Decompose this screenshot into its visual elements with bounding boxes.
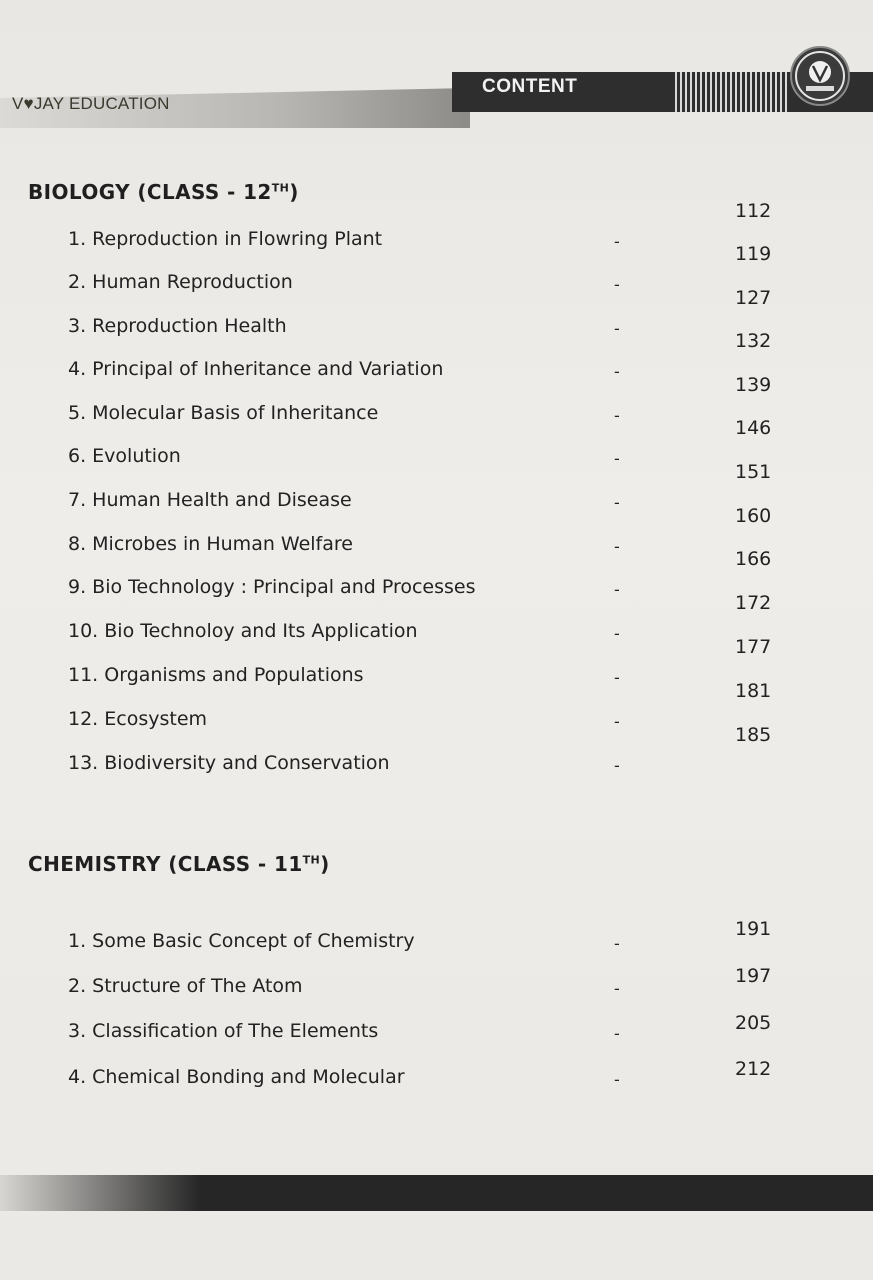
toc-entry-dash: - <box>614 756 620 775</box>
toc-entry-dash: - <box>614 406 620 425</box>
toc-entry-dash: - <box>614 275 620 294</box>
vijay-education-logo-icon <box>790 46 850 106</box>
toc-entry-dash: - <box>614 668 620 687</box>
toc-entry-label: 5. Molecular Basis of Inheritance <box>68 402 379 424</box>
page-title: CONTENT <box>482 76 578 97</box>
toc-entry-page: 112 <box>735 200 772 222</box>
toc-entry-label: 10. Bio Technoloy and Its Application <box>68 620 418 642</box>
toc-entry-label: 2. Human Reproduction <box>68 271 293 293</box>
toc-entry-label: 4. Chemical Bonding and Molecular <box>68 1066 405 1088</box>
toc-entry-page: 151 <box>735 461 772 483</box>
toc-entry <box>68 918 772 960</box>
toc-entry-dash: - <box>614 712 620 731</box>
toc-entry-dash: - <box>614 362 620 381</box>
toc-entry-label: 6. Evolution <box>68 445 181 467</box>
toc-entry <box>68 1058 772 1096</box>
toc-entry-page: 160 <box>735 505 772 527</box>
toc-entry-page: 139 <box>735 374 772 396</box>
toc-entry-label: 12. Ecosystem <box>68 708 208 730</box>
toc-entry <box>68 1012 772 1050</box>
toc-entry-page: 172 <box>735 592 772 614</box>
toc-entry-page: 119 <box>735 243 772 265</box>
toc-entry-page: 181 <box>735 680 772 702</box>
footer-bar <box>0 1175 873 1211</box>
toc-entry-dash: - <box>614 319 620 338</box>
biology-title-sup: TH <box>271 181 290 195</box>
toc-entry-label: 7. Human Health and Disease <box>68 489 352 511</box>
toc-entry-dash: - <box>614 624 620 643</box>
toc-entry-dash: - <box>614 979 620 998</box>
toc-entry-label: 4. Principal of Inheritance and Variation <box>68 358 444 380</box>
toc-entry-dash: - <box>614 1024 620 1043</box>
toc-entry-page: 185 <box>735 724 772 746</box>
toc-entry-page: 132 <box>735 330 772 352</box>
toc-entry-label: 3. Classification of The Elements <box>68 1020 379 1042</box>
toc-entry-dash: - <box>614 449 620 468</box>
toc-entry-dash: - <box>614 537 620 556</box>
brand-name: V♥JAY EDUCATION <box>12 94 170 113</box>
header-barcode-stripes <box>672 72 790 112</box>
toc-entry-page: 166 <box>735 548 772 570</box>
toc-entry-dash: - <box>614 934 620 953</box>
toc-entry-label: 13. Biodiversity and Conservation <box>68 752 390 774</box>
toc-entry-label: 11. Organisms and Populations <box>68 664 364 686</box>
toc-entry <box>68 965 772 1005</box>
toc-entry-page: 146 <box>735 417 772 439</box>
toc-entry-label: 9. Bio Technology : Principal and Processes <box>68 576 476 598</box>
toc-entry-label: 1. Reproduction in Flowring Plant <box>68 228 383 250</box>
toc-entry-dash: - <box>614 232 620 251</box>
toc-entry-page: 191 <box>735 918 772 940</box>
toc-entry-page: 212 <box>735 1058 772 1080</box>
toc-entry-dash: - <box>614 580 620 599</box>
toc-entry-label: 1. Some Basic Concept of Chemistry <box>68 930 415 952</box>
chemistry-title-text: CHEMISTRY (CLASS - 11 <box>28 852 303 876</box>
toc-entry-label: 8. Microbes in Human Welfare <box>68 533 353 555</box>
toc-entry-page: 177 <box>735 636 772 658</box>
chemistry-section-title <box>28 852 330 876</box>
chemistry-title-end: ) <box>320 852 330 876</box>
toc-entry <box>68 724 772 782</box>
footer-bar-fade <box>0 1175 200 1211</box>
toc-entry-dash: - <box>614 1070 620 1089</box>
biology-title-text: BIOLOGY (CLASS - 12 <box>28 180 272 204</box>
toc-entry-page: 127 <box>735 287 772 309</box>
chemistry-title-sup: TH <box>302 853 321 867</box>
header-band <box>0 72 873 130</box>
toc-entry-dash: - <box>614 493 620 512</box>
toc-entry-label: 3. Reproduction Health <box>68 315 287 337</box>
toc-entry-page: 197 <box>735 965 772 987</box>
biology-title-end: ) <box>289 180 299 204</box>
toc-entry-page: 205 <box>735 1012 772 1034</box>
biology-section-title <box>28 180 299 204</box>
toc-entry-label: 2. Structure of The Atom <box>68 975 303 997</box>
